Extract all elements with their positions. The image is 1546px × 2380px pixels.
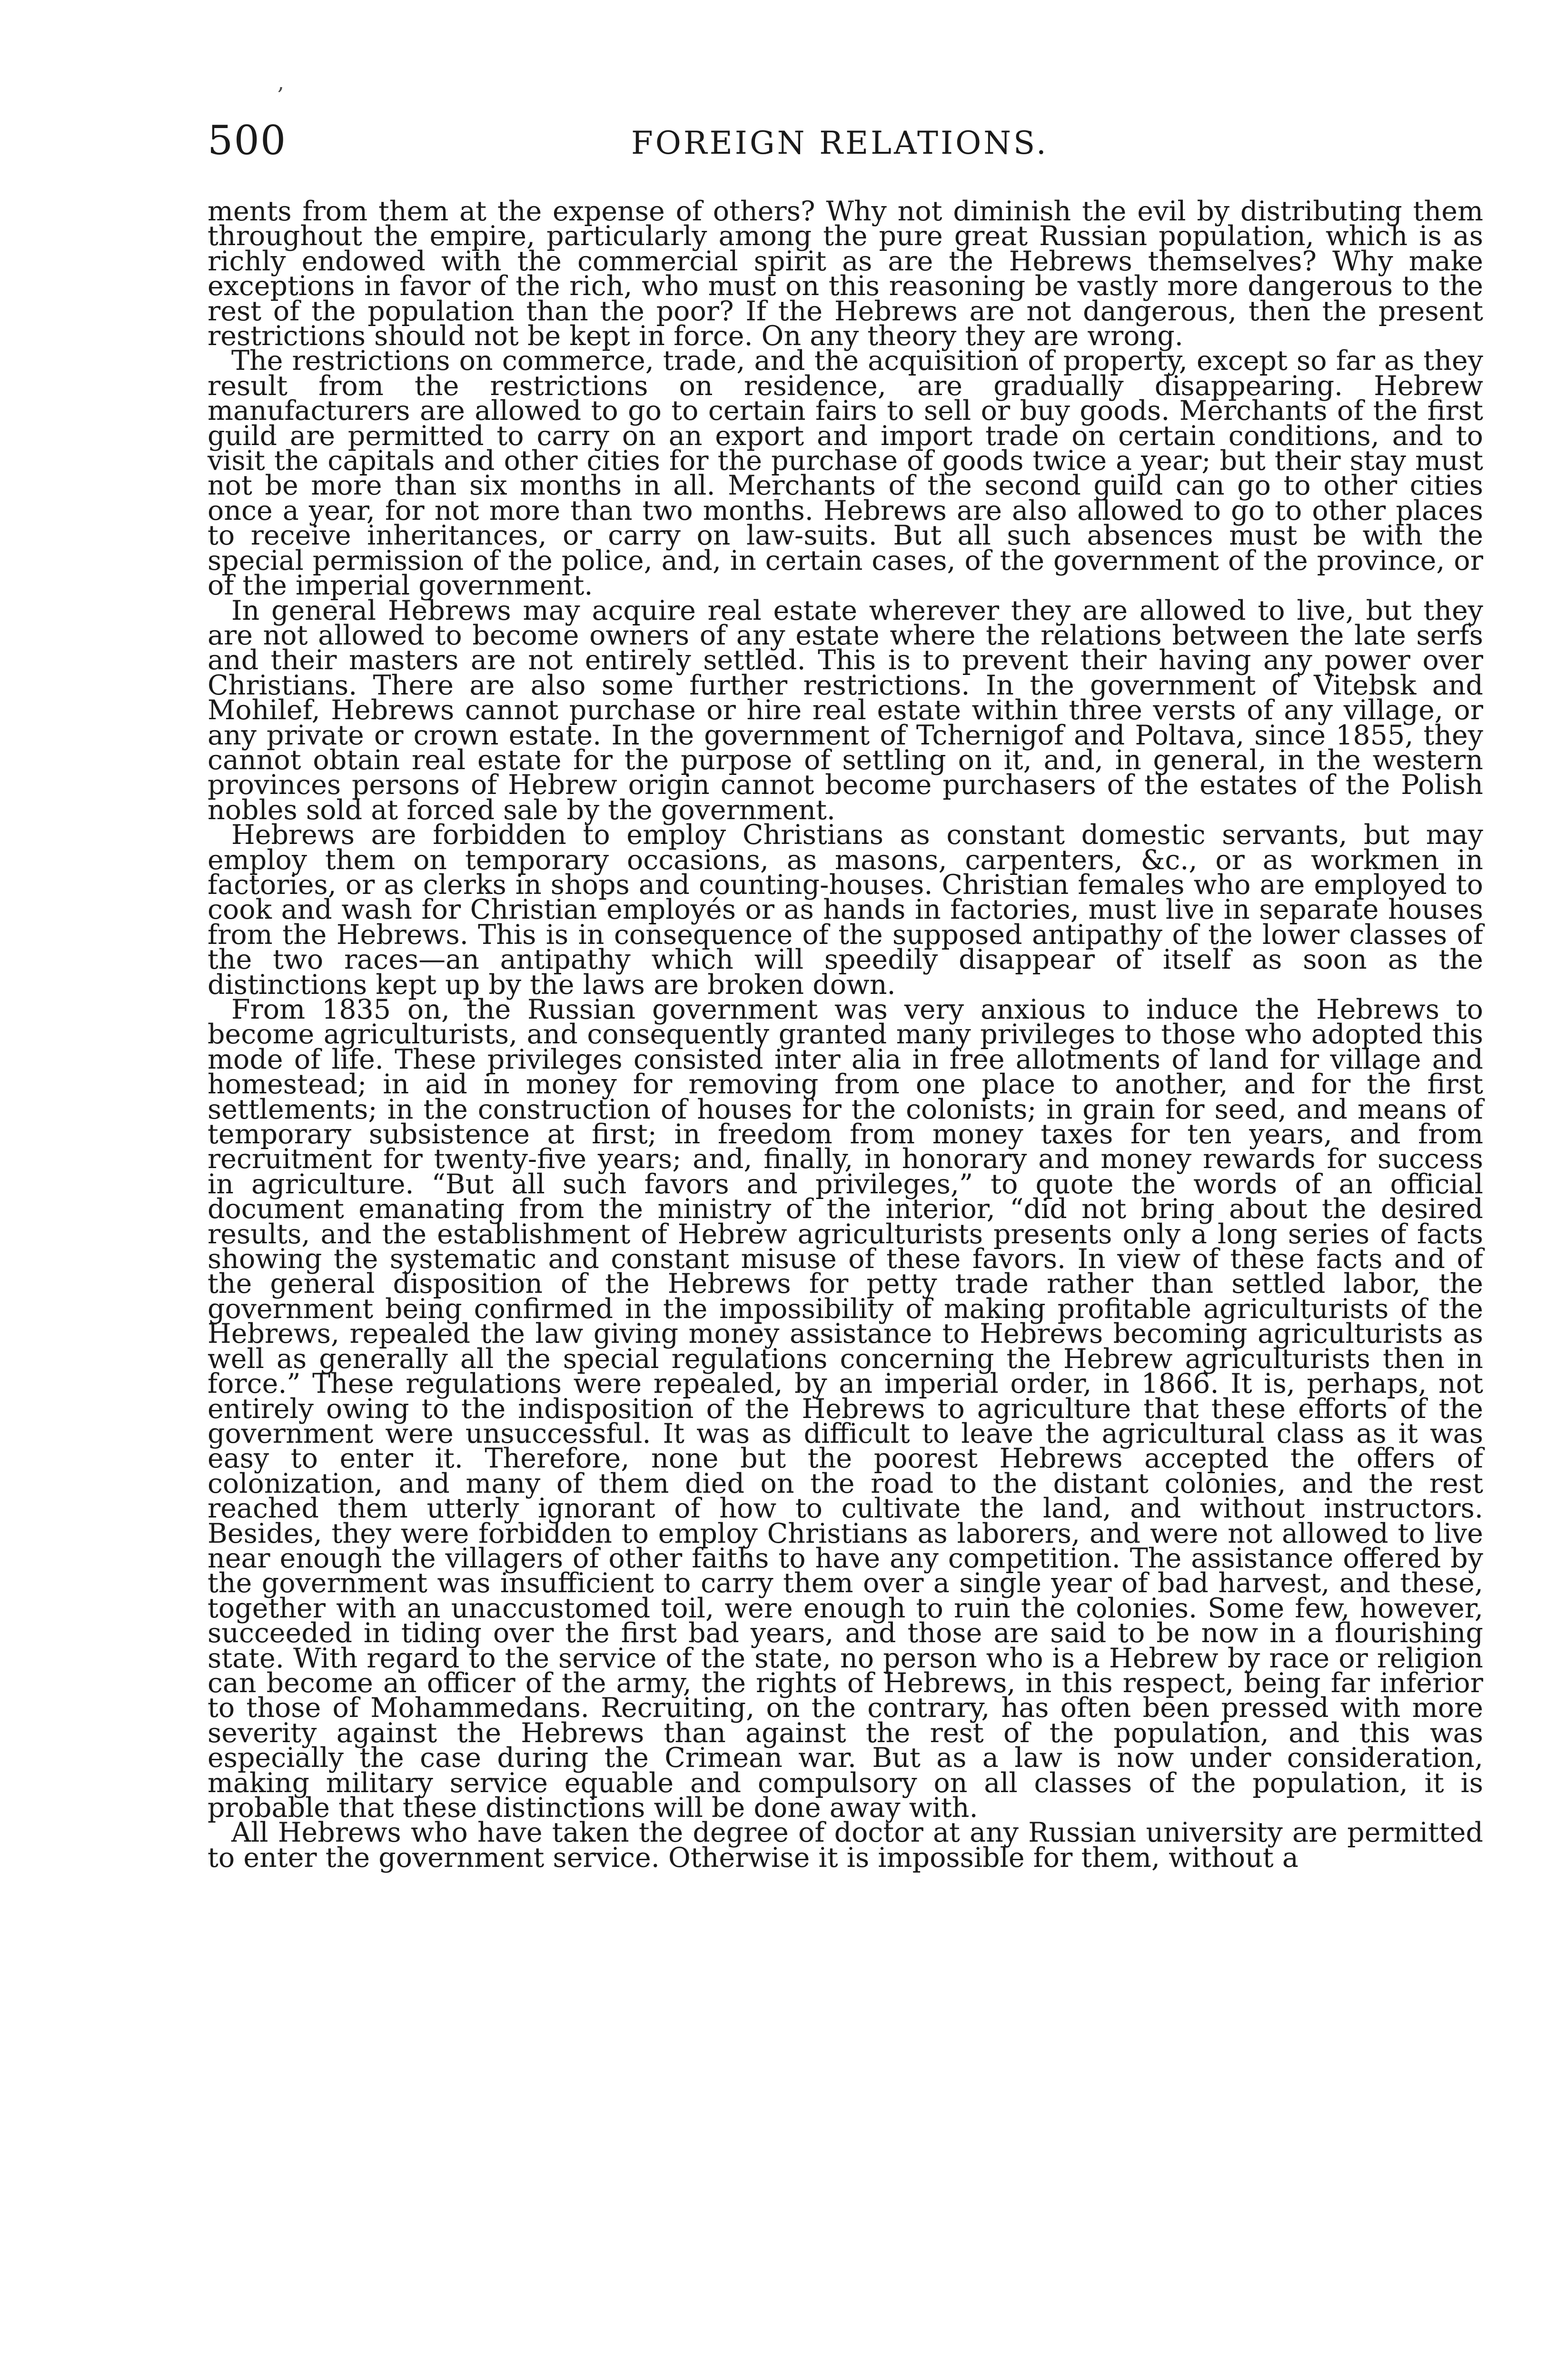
paragraph-5: From 1835 on, the Russian government was very anxious to induce the Hebrews to become agriculturists, and consequently granted many privileges to those who adopted this mode of life. These privileges consisted inter alia in free allotments of land for village and homestead; in aid in money for removing from one place to another, and for the first settlements; in the construction of houses for the colonists; in grain for seed, and means of temporary subsistence at first; in freedom from money taxes for ten years, and from recruitment for twenty-five years; and, finally, in honorary and money rewards for success in agriculture. “But all such favors and privileges,” to quote the words of an official document emanating from the ministry of the interior, “did not bring about the desired results, and the establishment of Hebrew agriculturists presents only a long series of facts showing the systematic and constant misuse of these favors. In view of these facts and of the general disposition of the Hebrews for petty trade rather than settled labor, the government being confirmed in the impossibility of making profitable agriculturists of the Hebrews, repealed the law giving money assistance to Hebrews becoming agriculturists as well as generally all the special regulations concerning the Hebrew agriculturists then in force.” These regulations were repealed, by an imperial order, in 1866. It is, perhaps, not entirely owing to the indisposition of the Hebrews to agriculture that these efforts of the government were unsuccessful. It was as difficult to leave the agricultural class as it was easy to enter it. Therefore, none but the poorest Hebrews accepted the offers of colonization, and many of them died on the road to the distant colonies, and the rest reached them utterly ignorant of how to cultivate the land, and without instructors. Besides, they were forbidden to employ Christians as laborers, and were not allowed to live near enough the villagers of other faiths to have any competition. The assistance offered by the government was insufficient to carry them over a single year of bad harvest, and these, together with an unaccustomed toil, were enough to ruin the colonies. Some few, however, succeeded in tiding over the first bad years, and those are said to be now in a flourishing state. With regard to the service of the state, no person who is a Hebrew by race or religion can become an officer of the army, the rights of Hebrews, in this respect, being far inferior to those of Mohammedans. Recruiting, on the contrary, has often been pressed with more severity against the Hebrews than against the rest of the population, and this was especially the case during the Crimean war. But as a law is now under consideration, making military service equable and compulsory on all classes of the population, it is probable that these distinctions will be done away with. (208, 994, 1483, 1824)
paragraph-2: The restrictions on commerce, trade, and the acquisition of property, except so far as they result from the restrictions on residence, are gradually disappearing. Hebrew manufacturers are allowed to go to certain fairs to sell or buy goods. Merchants of the first guild are permitted to carry on an export and import trade on certain conditions, and to visit the capitals and other cities for the purchase of goods twice a year; but their stay must not be more than six months in all. Merchants of the second guild can go to other cities once a year, for not more than two months. Hebrews are also allowed to go to other places to receive inheritances, or carry on law-suits. But all such absences must be with the special permission of the police, and, in certain cases, of the government of the province, or of the imperial government. (208, 345, 1483, 602)
running-title: FOREIGN RELATIONS. (631, 125, 1049, 161)
page-number: 500 (208, 117, 287, 164)
stray-mark: , (277, 70, 284, 95)
paragraph-3: In general Hebrews may acquire real estate wherever they are allowed to live, but they are not allowed to become owners of any estate where the relations between the late serfs and their masters are not entirely settled. This is to prevent their having any power over Christians. There are also some further restrictions. In the government of Vitebsk and Mohilef, Hebrews cannot purchase or hire real estate within three versts of any village, or any private or crown estate. In the government of Tchernigof and Poltava, since 1855, they cannot obtain real estate for the purpose of settling on it, and, in general, in the western provinces persons of Hebrew origin cannot become purchasers of the estates of the Polish nobles sold at forced sale by the government. (208, 595, 1483, 826)
paragraph-1: ments from them at the expense of others? Why not diminish the evil by distributing them throughout the empire, particularly among the pure great Russian population, which is as richly endowed with the commercial spirit as are the Hebrews themselves? Why make exceptions in favor of the rich, who must on this reasoning be vastly more dangerous to the rest of the population than the poor? If the Hebrews are not dangerous, then the present restrictions should not be kept in force. On any theory they are wrong. (208, 196, 1483, 352)
body-text (208, 196, 1483, 1874)
paragraph-4: Hebrews are forbidden to employ Christians as constant domestic servants, but may employ them on temporary occasions, as masons, carpenters, &c., or as workmen in factories, or as clerks in shops and counting-houses. Christian females who are employed to cook and wash for Christian employés or as hands in factories, must live in separate houses from the Hebrews. This is in consequence of the supposed antipathy of the lower classes of the two races—an antipathy which will speedily disappear of itself as soon as the distinctions kept up by the laws are broken down. (208, 819, 1483, 1001)
paragraph-6: All Hebrews who have taken the degree of doctor at any Russian university are permitted to enter the government service. Otherwise it is impossible for them, without a (208, 1817, 1483, 1874)
